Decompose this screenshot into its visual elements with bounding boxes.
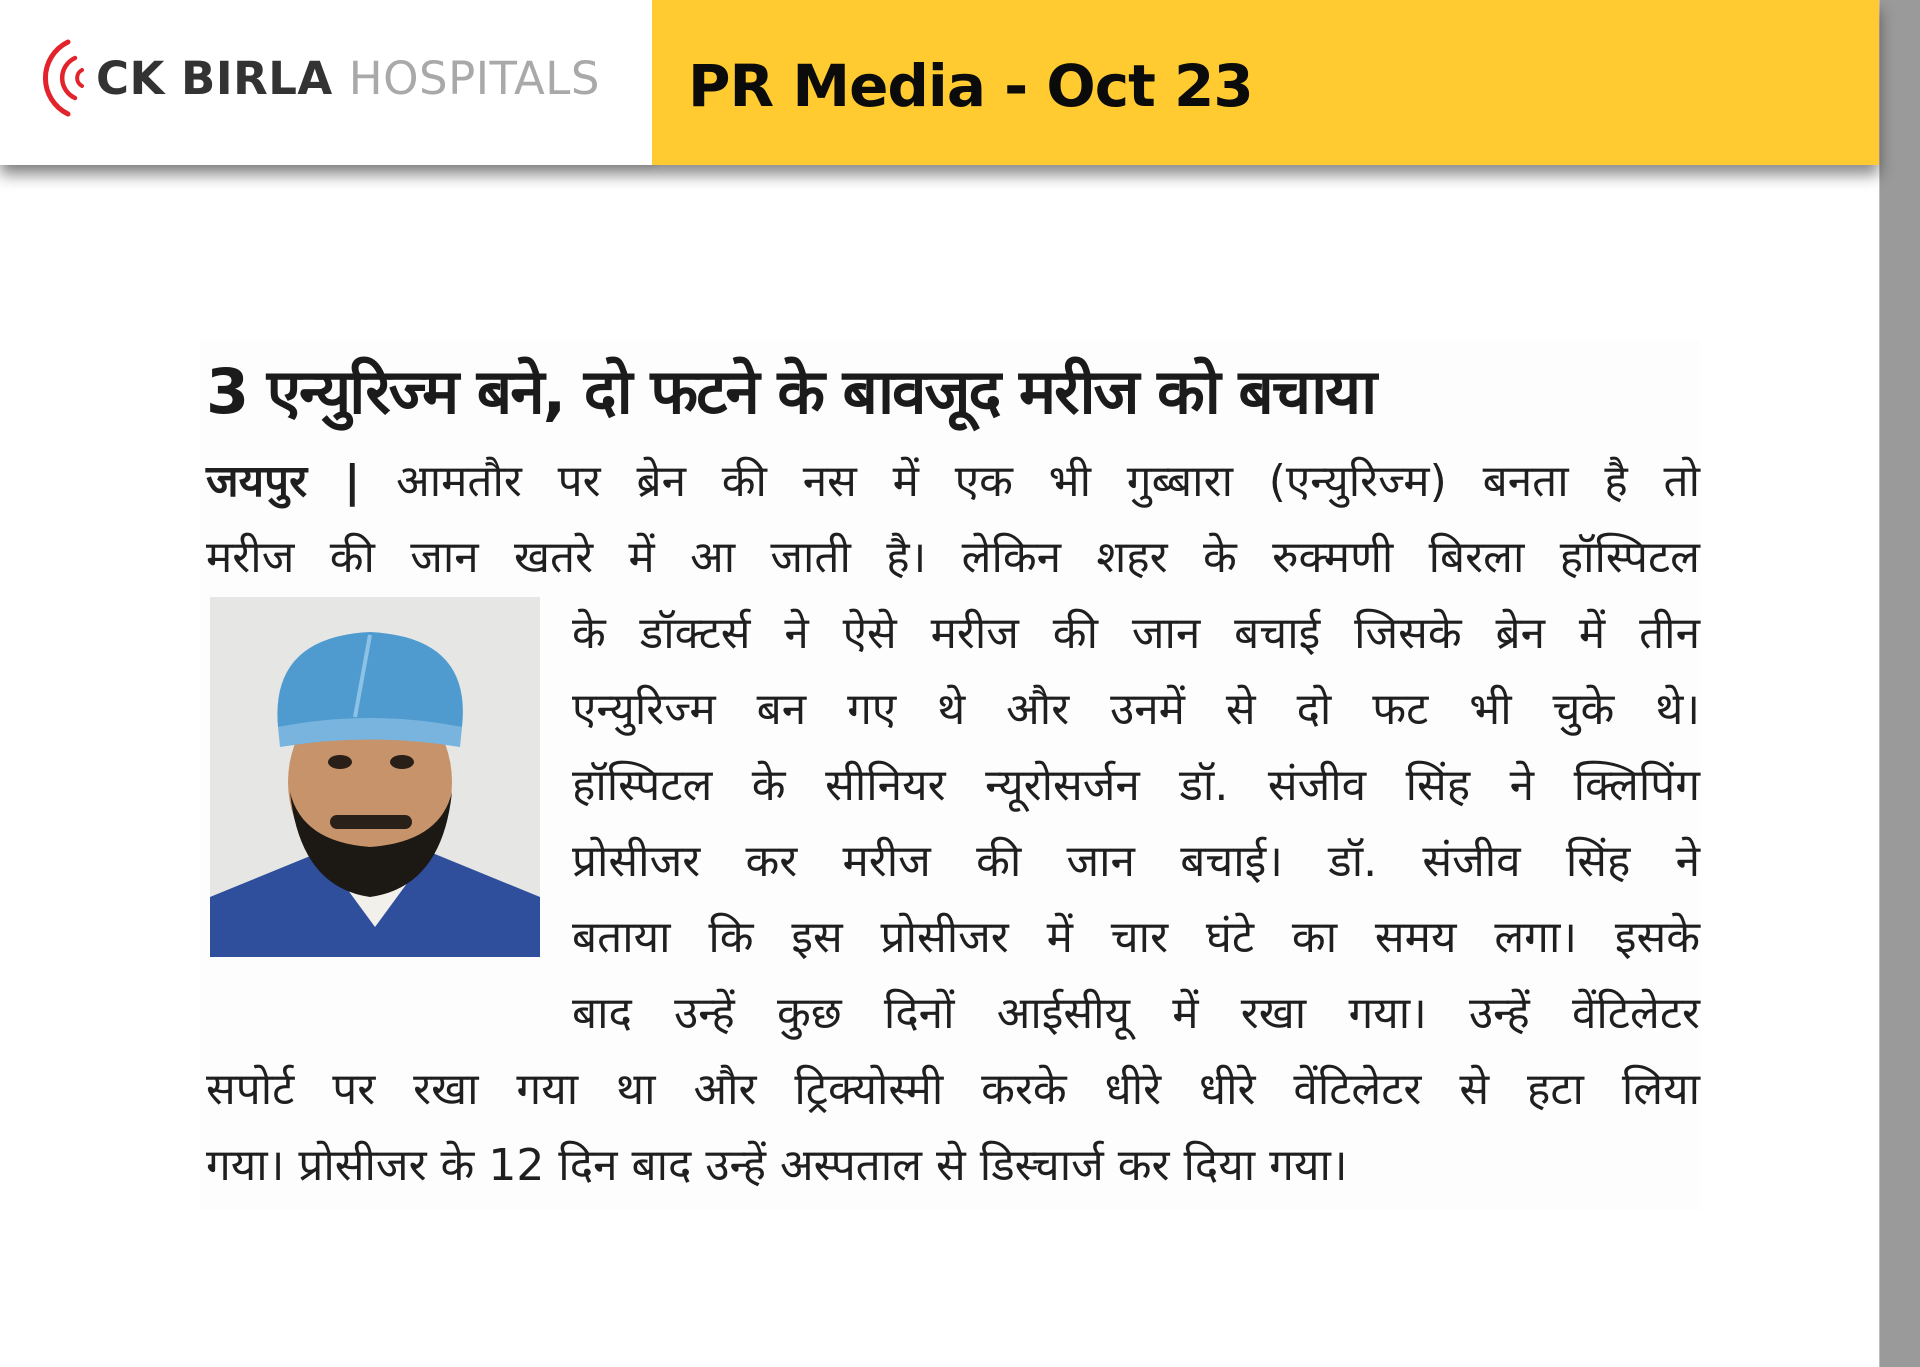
logo-panel (0, 0, 652, 165)
article-line-5: हॉस्पिटल के सीनियर न्यूरोसर्जन डॉ. संजीव सिंह ने क्लिपिंग (572, 760, 1700, 811)
side-strip (1879, 0, 1920, 1367)
article-line-4: एन्युरिज्म बन गए थे और उनमें से दो फट भी चुके थे। (572, 684, 1700, 735)
article-line-2: मरीज की जान खतरे में आ जाती है। लेकिन शहर के रुक्मणी बिरला हॉस्पिटल (206, 532, 1700, 583)
article-dateline: जयपुर | (206, 456, 361, 507)
article-headline: 3 एन्युरिज्म बने, दो फटने के बावजूद मरीज को बचाया (206, 355, 1376, 428)
article-line-3: के डॉक्टर्स ने ऐसे मरीज की जान बचाई जिसके ब्रेन में तीन (572, 608, 1700, 659)
title-band (652, 0, 1879, 165)
article-line-text: आमतौर पर ब्रेन की नस में एक भी गुब्बारा (एन्युरिज्म) बनता है तो (396, 456, 1700, 507)
logo-brand-secondary: HOSPITALS (348, 51, 600, 105)
signal-arcs-icon (30, 38, 90, 118)
article-line-9: सपोर्ट पर रखा गया था और ट्रिक्योस्मी करके धीरे धीरे वेंटिलेटर से हटा लिया (206, 1064, 1700, 1115)
article-line-6: प्रोसीजर कर मरीज की जान बचाई। डॉ. संजीव सिंह ने (572, 836, 1700, 887)
logo-brand-primary: CK BIRLA (96, 51, 333, 105)
article-line-1 (206, 452, 1700, 512)
article-line-10: गया। प्रोसीजर के 12 दिन बाद उन्हें अस्पताल से डिस्चार्ज कर दिया गया। (206, 1140, 1348, 1191)
doctor-portrait-image (210, 597, 540, 957)
page-title: PR Media - Oct 23 (688, 52, 1253, 120)
ck-birla-logo (30, 38, 600, 118)
article-line-7: बताया कि इस प्रोसीजर में चार घंटे का समय लगा। इसके (572, 912, 1700, 963)
newspaper-clipping (200, 340, 1700, 1210)
header-bar (0, 0, 1879, 165)
article-line-8: बाद उन्हें कुछ दिनों आईसीयू में रखा गया। उन्हें वेंटिलेटर (572, 988, 1700, 1039)
doctor-photo (210, 597, 540, 957)
